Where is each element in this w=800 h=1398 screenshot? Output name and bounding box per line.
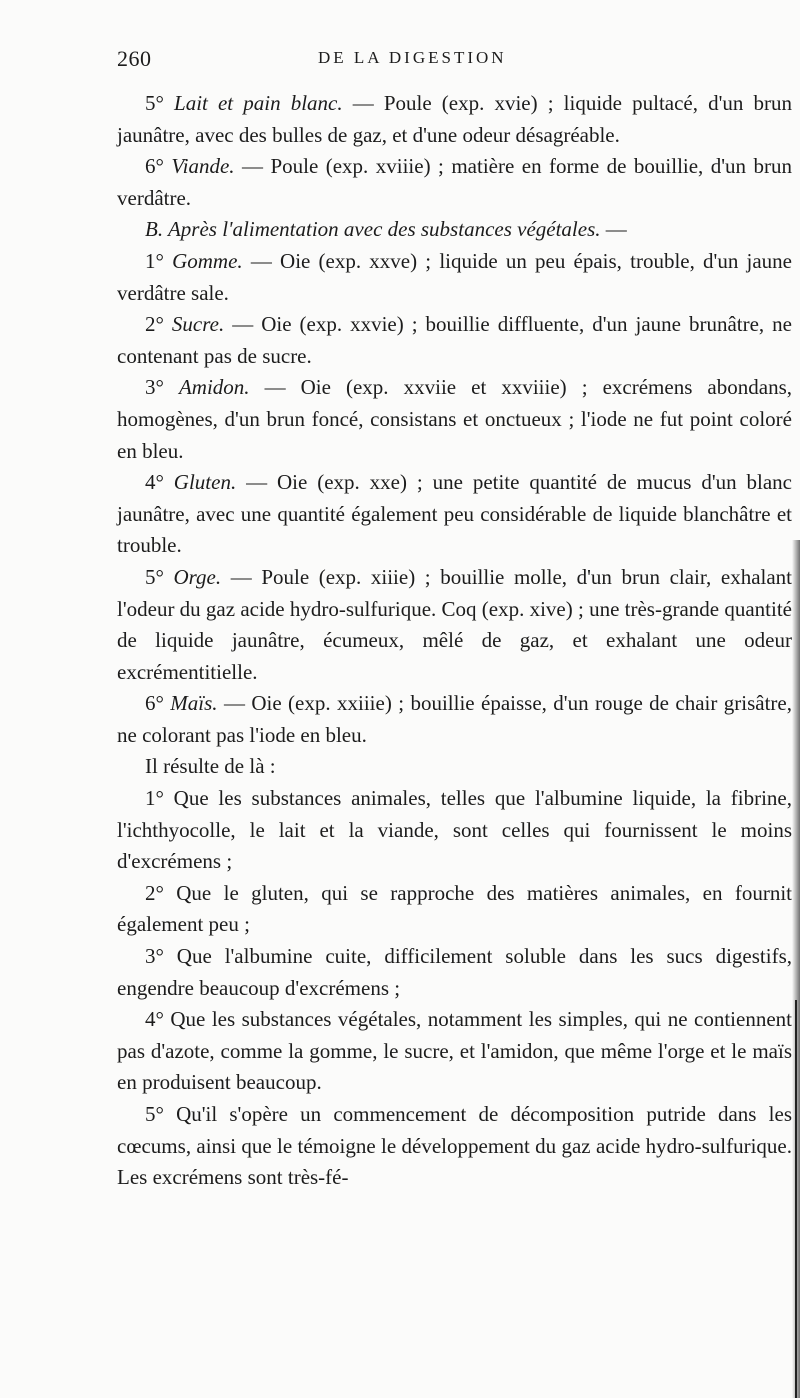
paragraph-conclusion-4: 4° Que les substances végétales, notamment les simples, qui ne contiennent pas d'azote, comme la gomme, le sucre, et l'amidon, que même l'orge et le maïs en produisent beaucoup.	[117, 1007, 792, 1095]
paragraph-conclusion-1: 1° Que les substances animales, telles que l'albumine liquide, la fibrine, l'ichthyocolle, le lait et la viande, sont celles qui fournissent le moins d'excrémens ;	[117, 786, 792, 874]
section-heading-vegetales: B. Après l'alimentation avec des substances végétales. —	[145, 217, 627, 242]
paragraph-lait-pain: 5° Lait et pain blanc. — Poule (exp. xvie) ; liquide pultacé, d'un brun jaunâtre, avec des bulles de gaz, et d'une odeur désagréable.	[117, 91, 792, 147]
page-header	[117, 46, 707, 76]
paragraph-gomme: 1° Gomme. — Oie (exp. xxve) ; liquide un peu épais, trouble, d'un jaune verdâtre sale.	[117, 248, 792, 305]
running-title: DE LA DIGESTION	[318, 48, 507, 67]
page-edge-line	[795, 1000, 797, 1398]
paragraph-gluten: 4° Gluten. — Oie (exp. xxe) ; une petite quantité de mucus d'un blanc jaunâtre, avec une quantité également peu considérable de liquide blanchâtre et trouble.	[117, 470, 792, 558]
paragraph-orge: 5° Orge. — Poule (exp. xiiie) ; bouillie molle, d'un brun clair, exhalant l'odeur du gaz acide hydro-sulfurique. Coq (exp. xive) ; une très-grande quantité de liquide jaunâtre, écumeux, mêlé de gaz, et exhalant une odeur excrémentitielle.	[117, 564, 793, 684]
paragraph-amidon: 3° Amidon. — Oie (exp. xxviie et xxviiie) ; excrémens abondans, homogènes, d'un brun foncé, consistans et onctueux ; l'iode ne fut point coloré en bleu.	[117, 375, 792, 463]
paragraph-conclusion-5: 5° Qu'il s'opère un commencement de décomposition putride dans les cœcums, ainsi que le témoigne le développement du gaz acide hydro-sulfurique. Les excrémens sont très-fé-	[117, 1102, 792, 1190]
paragraph-conclusion-intro: Il résulte de là :	[145, 754, 276, 779]
body-text	[117, 88, 792, 1194]
paragraph-mais: 6° Maïs. — Oie (exp. xxiiie) ; bouillie épaisse, d'un rouge de chair grisâtre, ne colorant pas l'iode en bleu.	[117, 691, 792, 747]
paragraph-conclusion-3: 3° Que l'albumine cuite, difficilement soluble dans les sucs digestifs, engendre beaucoup d'excrémens ;	[117, 944, 792, 1000]
paragraph-viande: 6° Viande. — Poule (exp. xviiie) ; matière en forme de bouillie, d'un brun verdâtre.	[117, 154, 792, 210]
page-number: 260	[117, 46, 152, 71]
paragraph-conclusion-2: 2° Que le gluten, qui se rapproche des matières animales, en fournit également peu ;	[117, 880, 792, 937]
paragraph-sucre: 2° Sucre. — Oie (exp. xxvie) ; bouillie diffluente, d'un jaune brunâtre, ne contenant pas de sucre.	[117, 312, 792, 368]
